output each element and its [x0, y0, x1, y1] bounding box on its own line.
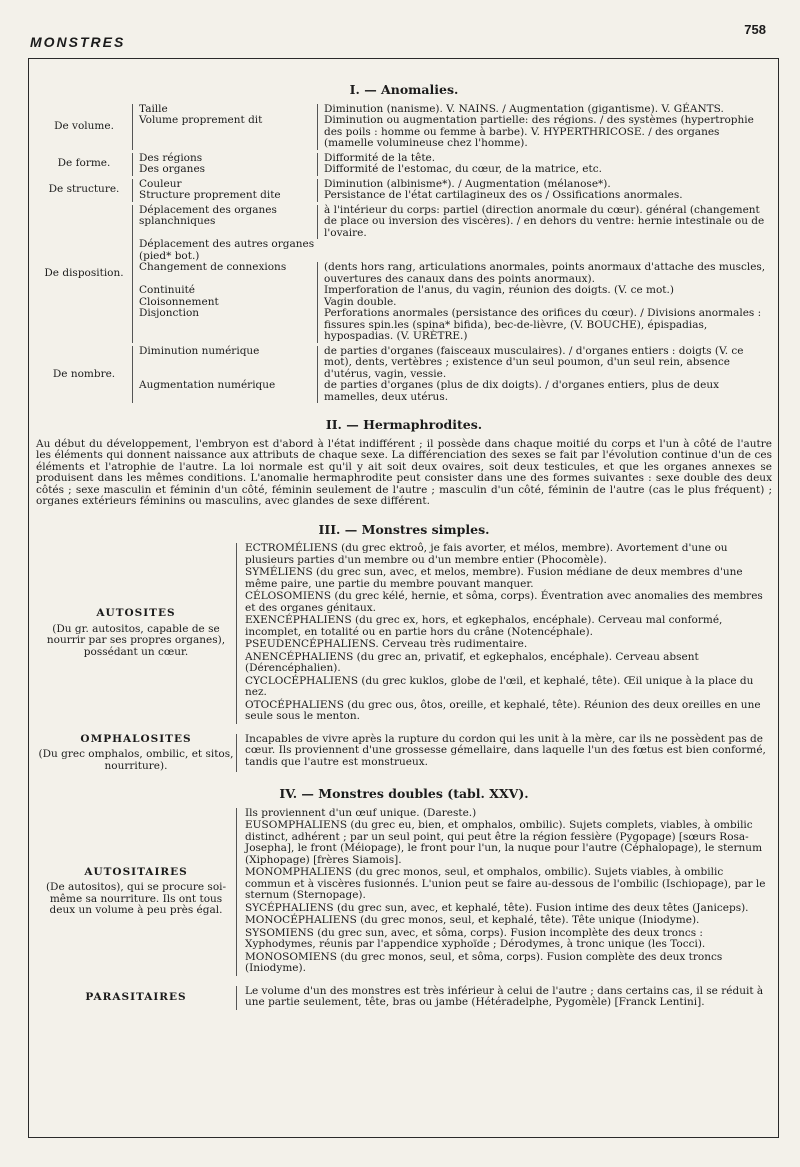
section-simples-title: III. — Monstres simples. [318, 521, 490, 537]
anomaly-item [139, 346, 772, 381]
monster-entry: ECTROMÉLIENS (du grec ektroô, je fais avorter, et mélos, membre). Avortement d'une ou plusieurs parties d'un membre ou d'un membre entier (Phocomèle). [245, 542, 728, 566]
anomaly-items [132, 205, 772, 343]
running-header-title: MONSTRES [30, 34, 126, 50]
anomaly-item-label: Cloisonnement [139, 295, 219, 308]
page-content [36, 64, 772, 1020]
monster-entry: MONOSOMIENS (du grec monos, seul, et sôma, corps). Fusion complète des deux troncs (Iniodyme). [245, 950, 723, 974]
anomaly-item-desc: Persistance de l'état cartilagineux des os / Ossifications anormales. [317, 190, 772, 202]
anomaly-item [139, 164, 772, 176]
anomaly-item [139, 285, 772, 297]
monster-entry: Incapables de vivre après la rupture du cordon qui les unit à la mère, car ils ne possèdent pas de cœur. Ils proviennent d'une grossesse gémellaire, dans laquelle l'un des fœtus est bien conformé, tandis que l'autre est monstrueux. [245, 732, 766, 768]
monster-group-desc: (Du gr. autositos, capable de se nourrir par ses propres organes), possédant un cœur. [46, 622, 226, 658]
anomaly-item [139, 190, 772, 202]
anomaly-item-label: Volume proprement dit [139, 114, 263, 126]
doubles-table [36, 808, 772, 1010]
anomaly-row [36, 153, 772, 176]
anomaly-group-label: De structure. [48, 183, 120, 196]
anomaly-items [132, 104, 772, 150]
anomaly-item-desc: Difformité de la tête. [317, 153, 772, 165]
monster-group-name: AUTOSITAIRES [84, 865, 188, 878]
anomaly-item [139, 239, 772, 262]
anomaly-item [139, 308, 772, 343]
section-anomalies-title: I. — Anomalies. [349, 82, 459, 97]
anomaly-item-label: Des organes [139, 163, 206, 175]
monster-group-caption [36, 608, 236, 658]
monster-group-name: PARASITAIRES [85, 990, 187, 1003]
anomaly-item-desc: Diminution (albinisme*). / Augmentation (mélanose*). [317, 179, 772, 191]
monster-group-desc: (De autositos), qui se procure soi-même sa nourriture. Ils ont tous deux un volume à peu près égal. [45, 881, 227, 916]
anomaly-item-desc: Diminution ou augmentation partielle: des régions. / des systèmes (hypertrophie des poils : homme ou femme à barbe). V. HYPERTHRICOSE. / des organes (mamelle volumineuse chez l'homme). [317, 115, 772, 150]
anomaly-item-desc: Diminution (nanisme). V. NAINS. / Augmentation (gigantisme). V. GÉANTS. [317, 104, 772, 116]
anomaly-item [139, 380, 772, 403]
anomaly-item-label: Couleur [139, 177, 182, 190]
monster-group [36, 734, 772, 773]
anomalies-table [36, 104, 772, 404]
monster-entry: EXENCÉPHALIENS (du grec ex, hors, et egkephalos, encéphale). Cerveau mal conformé, incomplet, en totalité ou en partie hors du crâne (Notencéphale). [245, 614, 723, 638]
monster-entry: MONOMPHALIENS (du grec monos, seul, et omphalos, ombilic). Sujets viables, à ombilic commun et à viscères fusionnés. L'union peut se faire au-dessous de l'ombilic (Ischiopage), par le sternum (Sternopage). [245, 866, 766, 901]
anomaly-item-label: Changement de connexions [139, 261, 287, 273]
monster-entry: Ils proviennent d'un œuf unique. (Dareste.) [245, 806, 477, 819]
anomaly-group-label: De forme. [57, 157, 111, 170]
anomaly-item-label: Déplacement des autres organes (pied* bot.) [139, 238, 315, 262]
anomaly-item-desc: à l'intérieur du corps: partiel (direction anormale du cœur). général (changement de place ou inversion des viscères). / en dehors du ventre: hernie intestinale ou de l'ovaire. [317, 205, 772, 240]
monster-entry: SYMÉLIENS (du grec sun, avec, et melos, membre). Fusion médiane de deux membres d'une même paire, une partie du membre pouvant manquer. [245, 566, 743, 590]
monster-group-caption [36, 734, 236, 773]
anomaly-items [132, 153, 772, 176]
anomaly-item-label: Diminution numérique [139, 344, 260, 357]
monster-group [36, 543, 772, 724]
anomaly-row [36, 179, 772, 202]
monster-entry: MONOCÉPHALIENS (du grec monos, seul, et kephalé, tête). Tête unique (Iniodyme). [245, 914, 700, 926]
page-number: 758 [744, 22, 766, 37]
monster-entry: CÉLOSOMIENS (du grec kélé, hernie, et sôma, corps). Éventration avec anomalies des membres et des organes génitaux. [245, 590, 763, 614]
anomaly-row [36, 104, 772, 150]
monster-entry: Le volume d'un des monstres est très inférieur à celui de l'autre ; dans certains cas, il se réduit à une partie seulement, tête, bras ou jambe (Hétéradelphe, Pygomèle) [Franck Lentini]. [245, 984, 764, 1008]
section-hermaphrodites-title: II. — Hermaphrodites. [325, 417, 483, 432]
monster-group-entries [236, 543, 772, 724]
hermaphrodites-text: Au début du développement, l'embryon est d'abord à l'état indifférent ; il possède dans chaque moitié du corps et l'un à côté de l'autre les éléments qui donnent naissance aux attributs de chaque sexe. La différenciation des sexes se fait par l'évolution continue d'un de ces éléments et l'atrophie de l'autre. La loi normale est qu'il y ait soit deux ovaires, soit deux testicules, et que les organes annexes se produisent dans les mêmes conditions. L'anomalie hermaphrodite peut consister dans une des formes suivantes : sexe double des deux côtés ; sexe masculin et féminin d'un côté, féminin seulement de l'autre ; masculin d'un côté, féminin de l'autre (cas le plus fréquent) ; organes extérieurs féminins ou masculins, avec glandes de sexe différent. [36, 437, 772, 507]
anomaly-items [132, 346, 772, 404]
monster-group-caption [36, 867, 236, 917]
anomaly-item-desc: Imperforation de l'anus, du vagin, réunion des doigts. (V. ce mot.) [317, 285, 772, 297]
anomaly-item-label: Augmentation numérique [139, 379, 276, 391]
anomaly-group-label: De nombre. [52, 367, 116, 380]
simples-table [36, 543, 772, 772]
anomaly-row [36, 346, 772, 404]
monster-group-desc: (Du grec omphalos, ombilic, et sitos, nourriture). [38, 748, 234, 772]
section-doubles-title: IV. — Monstres doubles (tabl. XXV). [279, 786, 529, 801]
monster-group-entries [236, 808, 772, 976]
anomaly-items [132, 179, 772, 202]
anomaly-item [139, 262, 772, 285]
monster-entry: PSEUDENCÉPHALIENS. Cerveau très rudimentaire. [245, 638, 528, 650]
anomaly-row [36, 205, 772, 343]
anomaly-item-desc: de parties d'organes (faisceaux musculaires). / d'organes entiers : doigts (V. ce mot), dents, vertèbres ; existence d'un seul poumon, d'un seul rein, absence d'utérus, vagin, vessie. [317, 346, 772, 381]
anomaly-item-label: Structure proprement dite [139, 189, 281, 201]
monster-entry: OTOCÉPHALIENS (du grec ous, ôtos, oreille, et kephalé, tête). Réunion des deux oreilles en une seule sous le menton. [245, 698, 761, 722]
anomaly-item [139, 205, 772, 240]
anomaly-item-desc: Difformité de l'estomac, du cœur, de la matrice, etc. [317, 164, 772, 176]
anomaly-item-label: Déplacement des organes splanchniques [139, 203, 277, 227]
anomaly-item-desc: Vagin double. [317, 297, 772, 309]
monster-entry: EUSOMPHALIENS (du grec eu, bien, et omphalos, ombilic). Sujets complets, viables, à ombilic distinct, adhérent ; par un seul point, qui peut être la région fessière (Pygopage) [sœurs Rosa-Josepha], le front (Méiopage), le front pour l'un, la nuque pour l'autre (Céphalopage), le sternum (Xiphopage) [frères Siamois]. [245, 819, 763, 866]
anomaly-group-label: De volume. [54, 119, 114, 132]
anomaly-item-label: Des régions [139, 151, 203, 164]
monster-entry: CYCLOCÉPHALIENS (du grec kuklos, globe de l'œil, et kephalé, tête). Œil unique à la place du nez. [245, 674, 754, 698]
anomaly-item-label: Taille [139, 102, 168, 115]
monster-entry: SYSOMIENS (du grec sun, avec, et sôma, corps). Fusion incomplète des deux troncs : Xyphodymes, réunis par l'appendice xyphoïde ; Dérodymes, à tronc unique (les Tocci). [245, 926, 706, 950]
monster-group-entries [236, 734, 772, 773]
anomaly-group-label: De disposition. [44, 266, 124, 279]
anomaly-item-desc: de parties d'organes (plus de dix doigts). / d'organes entiers, plus de deux mamelles, deux utérus. [317, 380, 772, 403]
monster-entry: SYCÉPHALIENS (du grec sun, avec, et kephalé, tête). Fusion intime des deux têtes (Janiceps). [245, 901, 749, 914]
monster-entry: ANENCÉPHALIENS (du grec an, privatif, et egkephalos, encéphale). Cerveau absent (Dérencéphalien). [245, 650, 699, 674]
anomaly-item-desc: (dents hors rang, articulations anormales, points anormaux d'attache des muscles, ouvertures des canaux dans des points anormaux). [317, 262, 772, 285]
monster-group-entries [236, 986, 772, 1010]
monster-group [36, 808, 772, 976]
monster-group [36, 986, 772, 1010]
monster-group-caption [36, 992, 236, 1004]
anomaly-item-label: Disjonction [139, 307, 200, 319]
monster-group-name: OMPHALOSITES [80, 732, 192, 745]
monster-group-name: AUTOSITES [96, 607, 176, 620]
anomaly-item [139, 115, 772, 150]
anomaly-item-label: Continuité [139, 284, 196, 296]
anomaly-item-desc: Perforations anormales (persistance des orifices du cœur). / Divisions anormales : fissures spin.les (spina* bifida), bec-de-lièvre, (V. BOUCHE), épispadias, hypospadias. (V. URÈTRE.) [317, 308, 772, 343]
